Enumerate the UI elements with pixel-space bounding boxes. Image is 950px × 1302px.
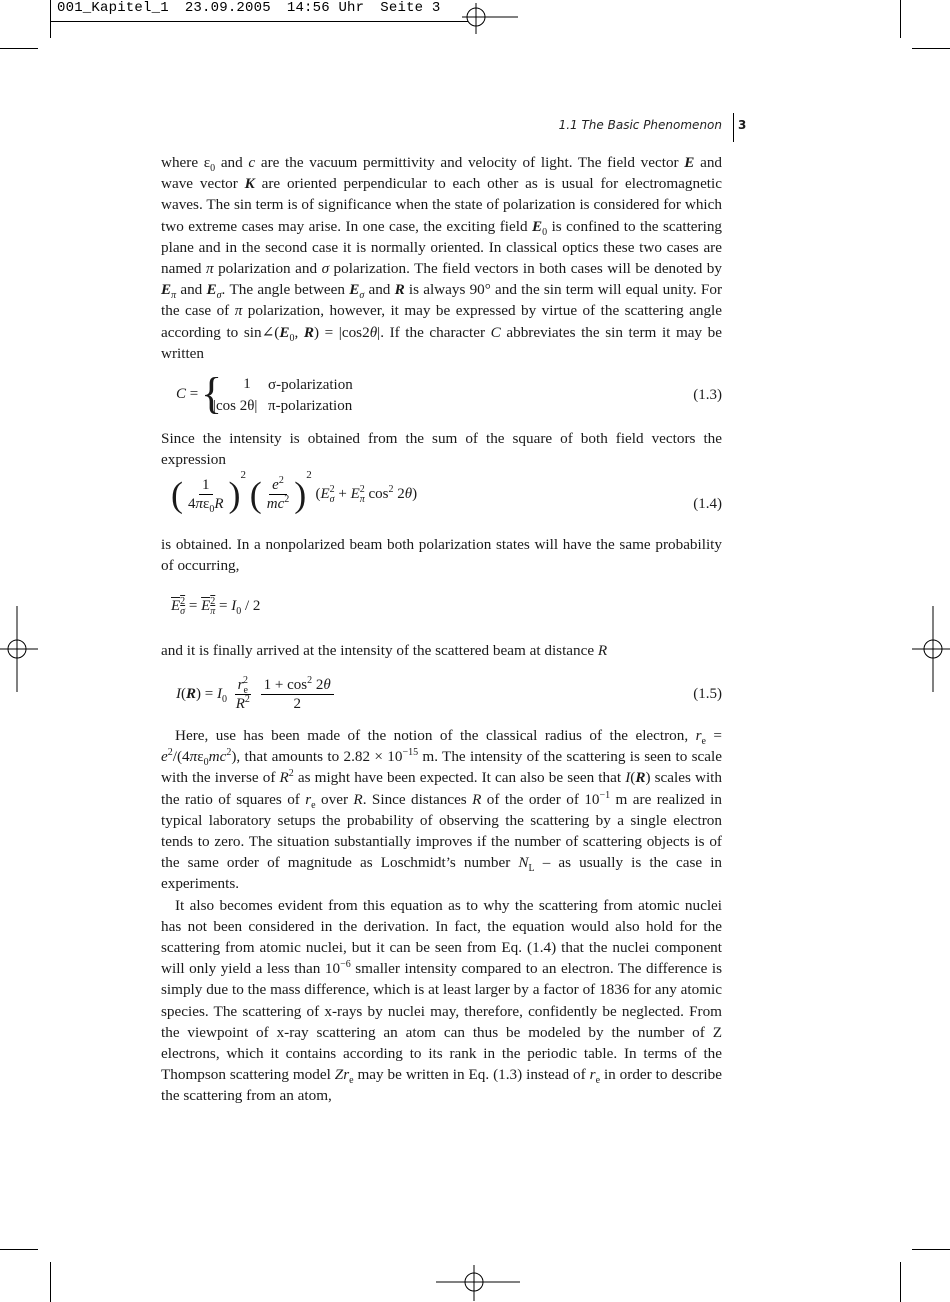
crop-mark [0,1249,38,1250]
crop-mark [900,0,901,38]
equation-1-5: $I(R) = I_0$ $\frac{r_e^2}{R^2}$ $\frac{1 + \cos^2 2\theta}{2}$ (1.5) [176,675,722,712]
eq13-case1-value: 1 [243,376,251,392]
registration-mark-bottom-icon [436,1265,522,1302]
registration-mark-right-icon [910,606,950,692]
equation-average: $E_\sigma^2 = E_\pi^2 = I_0 / 2$ [171,596,261,617]
paragraph-final-intensity: and it is finally arrived at the intensity of the scattered beam at distance R [161,642,608,659]
equation-1-4: ( $\frac{1}{4\pi\varepsilon_0R}$ )$^2$ ( $\frac{e^2}{mc^2}$ )$^2$ ($E_\sigma^2 + E_\pi^2$ $\cos^2 2\theta$) (1.4) [171,468,722,515]
crop-mark [912,48,950,49]
slug-file: 001_Kapitel_1 [57,0,169,16]
header-rule [733,113,734,142]
paragraph-nonpolarized: is obtained. In a nonpolarized beam both polarization states will have the same probability of occurring, [161,536,722,575]
crop-mark [912,1249,950,1250]
crop-mark [50,1262,51,1302]
crop-mark [900,1262,901,1302]
paragraph-classical-radius: Here, use has been made of the notion of the classical radius of the electron, $r_e = e^2/(4\pi\varepsilon_0mc^2)$, that amounts to $2.82 \times 10^{-15}$ m. The intensity of the scattering is seen to scale with the inverse of $R^2$ as might have been expected. It can also be seen that I(R) scales with the ratio of squares of $r_e$ over R. Since distances R of the order of $10^{-1}$ m are realized in typical laboratory setups the probability of observing the scattering by a single electron tends to zero. The situation substantially improves if the number of scattering objects is of the same order of magnitude as Loschmidt’s number $N_L$ – as usually is the case in experiments. [161,727,723,893]
paragraph-polarization: where $\varepsilon_0$ and c are the vacuum permittivity and velocity of light. The field vector E and wave vector K are oriented perpendicular to each other as is usual for electromagnetic waves. The sin term is of significance when the state of polarization is considered for which two extreme cases may arise. In one case, the exciting field $E_0$ is confined to the scattering plane and in the second case it is normally oriented. In classical optics these two cases are named π polarization and σ polarization. The field vectors in both cases will be denoted by $E_\pi$ and $E_\sigma$. The angle between $E_\sigma$ and R is always 90° and the sin term will equal unity. For the case of π polarization, however, it may be expressed by virtue of the scattering angle according to $\sin\angle(E_0$, R) = |cos2θ|. If the character C abbreviates the sin term it may be written [161,154,723,362]
brace-icon: { [201,369,223,418]
slug-time: 14:56 Uhr [286,0,365,16]
crop-mark [50,0,51,38]
equation-number: (1.4) [693,496,722,512]
registration-mark-left-icon [0,606,40,692]
registration-mark-top-icon [462,0,520,36]
equation-1-3: C = { 1 σ-polarization |cos 2θ| π-polarization (1.3) [176,369,722,418]
body-text-block [161,725,722,1107]
print-slug [57,0,456,16]
running-title: 1.1 The Basic Phenomenon [558,118,722,132]
equation-number: (1.5) [693,686,722,702]
slug-underline [50,21,468,22]
page-number: 3 [738,118,747,132]
paragraph-atomic-nuclei: It also becomes evident from this equation as to why the scattering from atomic nuclei has not been considered in the derivation. In fact, the equation would also hold for the scattering from atomic nuclei, but it can be seen from Eq. (1.4) that the nuclei component will only yield a less than $10^{-6}$ smaller intensity compared to an electron. The difference is simply due to the mass difference, which is at least larger by a factor of 1836 for any atomic species. The scattering of x-rays by nuclei may, therefore, confidently be neglected. From the viewpoint of x-ray scattering an atom can thus be modeled by the number of Z electrons, which it contains according to its rank in the periodic table. In terms of the Thompson scattering model $Zr_e$ may be written in Eq. (1.3) instead of $r_e$ in order to describe the scattering from an atom, [161,896,722,1105]
slug-page: Seite 3 [380,0,441,16]
eq13-case2-value: |cos 2θ| [213,398,258,414]
eq13-case2-label: π-polarization [268,398,353,414]
crop-mark [0,48,38,49]
eq13-case1-label: σ-polarization [268,377,353,393]
slug-date: 23.09.2005 [184,0,271,16]
paragraph-intensity: Since the intensity is obtained from the sum of the square of both field vectors the expression [161,430,722,469]
equation-number: (1.3) [693,387,722,403]
